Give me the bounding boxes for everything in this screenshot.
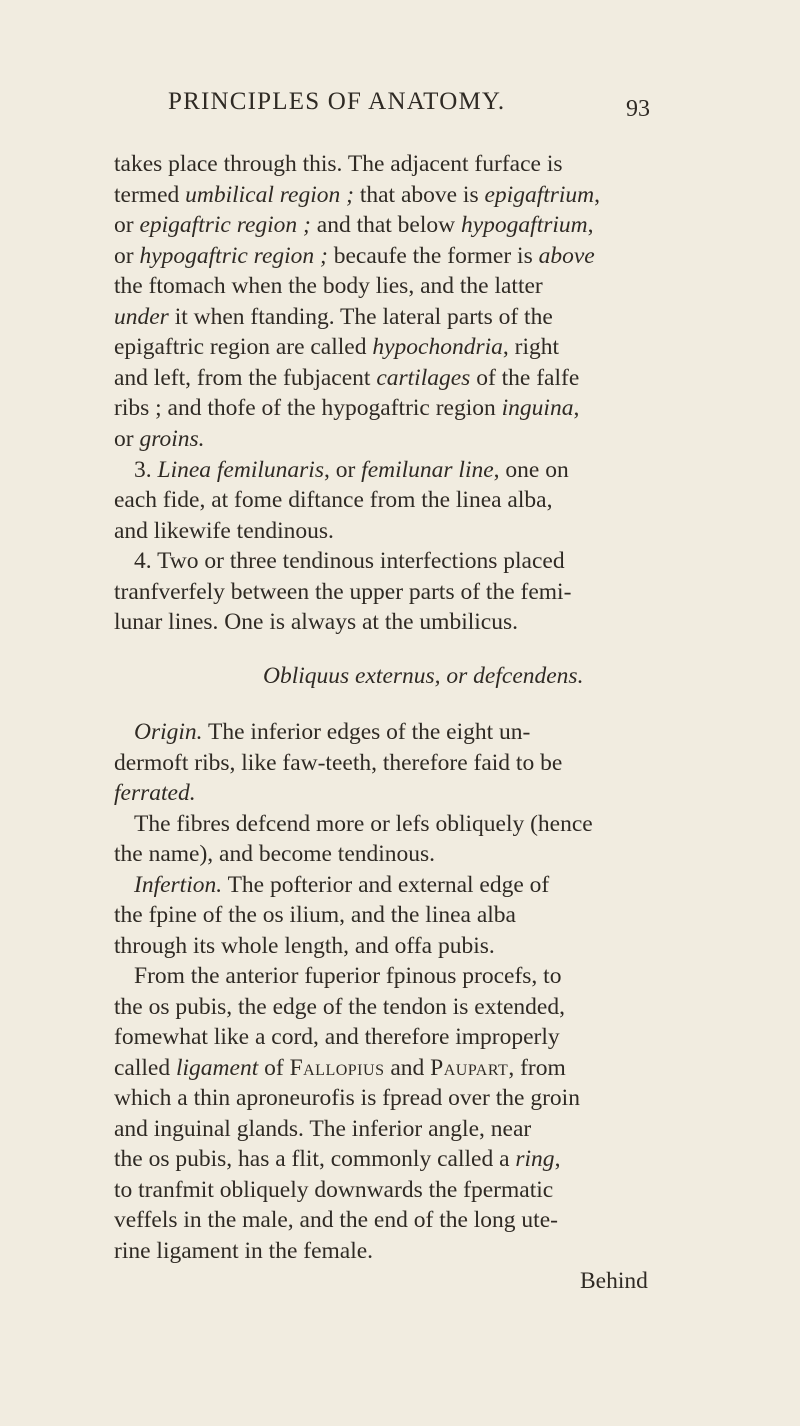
catchword (580, 1266, 648, 1296)
text-run: through its whole length, and offa pubis. (114, 933, 495, 959)
text-run: or (114, 243, 140, 269)
text-run: and inguinal glands. The inferior angle, near (114, 1116, 532, 1142)
italic-run: hypochondria (372, 334, 503, 360)
italic-run: ring (515, 1146, 555, 1172)
text-run: , (573, 395, 580, 421)
text-run: the ftomach when the body lies, and the latter (114, 273, 543, 299)
text-run: ribs ; and thofe of the hypogaftric region (114, 395, 502, 421)
text-run: takes place through this. The adjacent furface is (114, 151, 563, 177)
text-run: , or (323, 457, 362, 483)
italic-run: hypogaftric region ; (139, 243, 328, 269)
text-run: and (384, 1055, 431, 1081)
text-run: and that below (310, 212, 461, 238)
text-line-25 (134, 961, 561, 991)
text-line-9 (114, 393, 579, 423)
text-line-17 (134, 717, 530, 747)
text-line-1 (114, 149, 563, 179)
small-caps-run: Paupart (430, 1055, 509, 1081)
text-run: each fide, at fome diftance from the linea alba, (114, 487, 553, 513)
text-run: and likewife tendinous. (114, 518, 334, 544)
italic-run: Origin. (134, 719, 203, 745)
text-run: 3. (134, 457, 158, 483)
italic-run: above (538, 243, 595, 269)
text-line-14 (134, 546, 565, 576)
text-run: rine ligament in the female. (114, 1238, 374, 1264)
text-line-3 (114, 210, 594, 240)
text-line-12 (114, 485, 552, 515)
text-line-10 (114, 424, 205, 454)
text-line-20 (134, 809, 593, 839)
text-line-4 (114, 241, 595, 271)
text-line-21 (114, 839, 435, 869)
text-run: lunar lines. One is always at the umbilicus. (114, 609, 518, 635)
text-run: it when ftanding. The lateral parts of the (168, 304, 553, 330)
text-line-31 (114, 1144, 560, 1174)
text-line-27 (114, 1022, 560, 1052)
text-run: becaufe the former is (327, 243, 539, 269)
text-run: The fibres defcend more or lefs obliquely (hence (134, 811, 593, 837)
text-run: From the anterior fuperior fpinous procefs, to (134, 963, 562, 989)
italic-run: epigaftrium (484, 182, 595, 208)
text-line-18 (114, 748, 562, 778)
text-line-32 (114, 1175, 553, 1205)
text-run: or (114, 212, 140, 238)
italic-run: femilunar line (361, 457, 494, 483)
text-line-5 (114, 271, 543, 301)
italic-run: ferrated. (114, 780, 196, 806)
italic-run: ligament (175, 1055, 259, 1081)
text-run: of (258, 1055, 290, 1081)
small-caps-run: Fallopius (289, 1055, 385, 1081)
text-run: that above is (353, 182, 485, 208)
text-line-28 (114, 1053, 566, 1083)
text-line-6 (114, 302, 553, 332)
italic-run: umbilical region ; (185, 182, 354, 208)
text-line-15 (114, 577, 571, 607)
text-run: called (114, 1055, 176, 1081)
text-run: Behind (580, 1268, 648, 1294)
page-number: 93 (626, 96, 650, 122)
text-run: the os pubis, the edge of the tendon is extended, (114, 994, 565, 1020)
text-run: , (594, 182, 601, 208)
text-line-24 (114, 931, 495, 961)
text-run: epigaftric region are called (114, 334, 373, 360)
text-line-19 (114, 778, 196, 808)
text-run: which a thin aproneurofis is fpread over the groin (114, 1085, 580, 1111)
text-line-22 (134, 870, 549, 900)
text-line-23 (114, 900, 516, 930)
text-run: fomewhat like a cord, and therefore improperly (114, 1024, 560, 1050)
section-heading (263, 661, 583, 691)
italic-run: inguina (501, 395, 574, 421)
text-run: , one on (493, 457, 569, 483)
text-run: the os pubis, has a flit, commonly called a (114, 1146, 516, 1172)
text-line-7 (114, 332, 559, 362)
italic-run: hypogaftrium (461, 212, 588, 238)
text-run: the name), and become tendinous. (114, 841, 436, 867)
italic-run: Linea femilunaris (157, 457, 324, 483)
text-run: and left, from the fubjacent (114, 365, 377, 391)
italic-run: cartilages (376, 365, 471, 391)
text-run: , from (508, 1055, 566, 1081)
text-run: or (114, 426, 140, 452)
text-line-11 (134, 455, 569, 485)
text-line-16 (114, 607, 518, 637)
italic-run: Infertion. (134, 872, 223, 898)
text-run: veffels in the male, and the end of the long ute- (114, 1207, 558, 1233)
text-run: , right (502, 334, 560, 360)
text-run: termed (114, 182, 186, 208)
page-header (0, 86, 800, 126)
text-run: of the falfe (470, 365, 580, 391)
text-line-34 (114, 1236, 373, 1266)
text-line-2 (114, 180, 600, 210)
italic-run: groins. (139, 426, 205, 452)
text-run: tranfverfely between the upper parts of the femi- (114, 579, 572, 605)
text-run: , (554, 1146, 561, 1172)
text-run: dermoft ribs, like faw-teeth, therefore faid to be (114, 750, 563, 776)
text-line-30 (114, 1114, 531, 1144)
text-run: The pofterior and external edge of (222, 872, 550, 898)
italic-run: Obliquus externus, or defcendens. (263, 663, 584, 689)
text-run: to tranfmit obliquely downwards the fpermatic (114, 1177, 554, 1203)
text-run: The inferior edges of the eight un- (202, 719, 531, 745)
text-line-13 (114, 516, 334, 546)
running-head: PRINCIPLES OF ANATOMY. (168, 88, 506, 115)
text-line-26 (114, 992, 565, 1022)
italic-run: epigaftric region ; (139, 212, 311, 238)
text-run: , (587, 212, 594, 238)
text-line-33 (114, 1205, 558, 1235)
text-run: the fpine of the os ilium, and the linea alba (114, 902, 516, 928)
text-run: 4. Two or three tendinous interfections placed (134, 548, 565, 574)
text-line-29 (114, 1083, 580, 1113)
italic-run: under (114, 304, 169, 330)
text-line-8 (114, 363, 579, 393)
